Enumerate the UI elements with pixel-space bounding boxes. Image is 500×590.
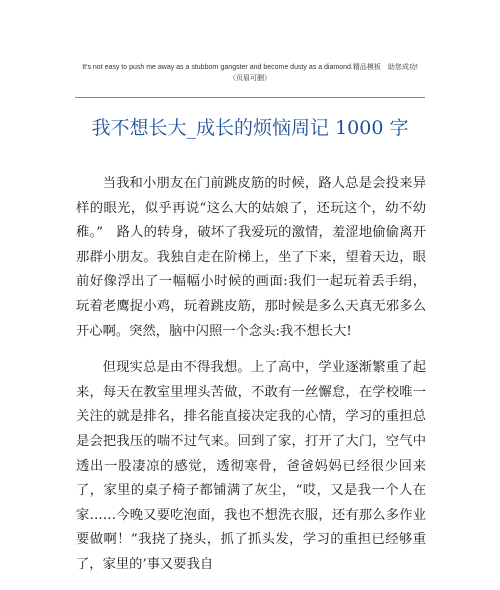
document-title: 我不想长大_成长的烦恼周记 1000 字: [91, 117, 409, 139]
paragraph-2: 但现实总是由不得我想。上了高中，学业逐渐繁重了起来，每天在教室里埋头苦做，不敢有一丝懈怠，在学校唯一关注的就是排名，排名能直接决定我的心情，学习的重担总是会把我压的喘不过气来。回到了家，打开了大门，空气中透出一股凄凉的感觉，透彻寒骨，爸爸妈妈已经很少回来了，家里的桌子椅子都铺满了灰尘，“哎，又是我一个人在家……今晚又要吃泡面，我也不想洗衣服，还有那么多作业要做啊！”我挠了挠头，抓了抓头发，学习的重担已经够重了，家里的’事又要我自: [76, 360, 426, 572]
document-body: [76, 172, 426, 590]
header-divider: [75, 97, 425, 98]
paragraph-1: 当我和小朋友在门前跳皮筋的时候，路人总是会投来异样的眼光，似乎再说“这么大的姑娘了，还玩这个，幼不幼稚。” 路人的转身，破坏了我爱玩的激情，羞涩地偷偷离开那群小朋友。我独自走在阶梯上，坐了下来，望着天边，眼前好像浮出了一幅幅小时候的画面:我们一起玩着丢手绢，玩着老鹰捉小鸡，玩着跳皮筋，那时候是多么天真无邪多么开心啊。突然，脑中闪照一个念头:我不想长大!: [76, 176, 426, 339]
header-note: （页眉可删）: [229, 75, 271, 82]
header-text: It's not easy to push me away as a stubborn gangster and become dusty as a diamond.精品模板 助您成功!: [82, 64, 418, 71]
page-header: [40, 62, 460, 84]
